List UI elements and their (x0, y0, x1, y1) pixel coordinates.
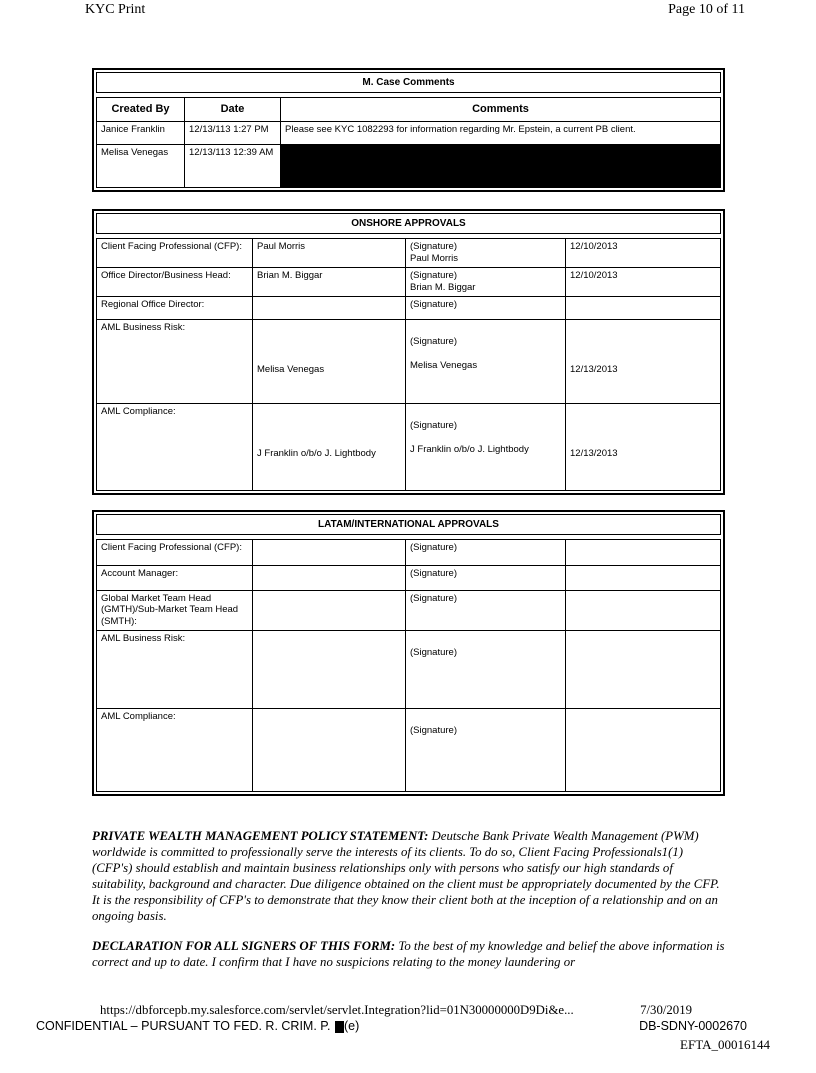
page-header (85, 2, 745, 18)
document-content (92, 68, 725, 970)
approval-row (97, 539, 721, 565)
onshore-approvals-grid (96, 238, 721, 491)
policy-body: Deutsche Bank Private Wealth Management (PWM) worldwide is committed to professionally serve the interests of its clients. To do so, Client Facing Professionals1(1) (CFP's) should establish and maintain business relationships only with persons who satisfy our high standards of suitability, background and character. Due diligence obtained on the client must be appropriately documented by the CFP. It is the responsibility of CFP's to demonstrate that they know their client both at the inception of a relationship and on an ongoing basis. (92, 829, 720, 924)
approval-date (570, 711, 716, 753)
approval-date-cell (566, 239, 721, 268)
signature-cell (406, 631, 566, 709)
role-label-cell: AML Compliance: (97, 403, 253, 490)
approval-date-cell (566, 565, 721, 590)
column-header-created-by: Created By (97, 98, 185, 122)
signature-cell (406, 565, 566, 590)
approver-name-cell (253, 631, 406, 709)
case-comments-table (92, 68, 725, 192)
approval-row (97, 631, 721, 709)
onshore-approvals-title: ONSHORE APPROVALS (96, 213, 721, 234)
approval-date: 12/10/2013 (570, 241, 618, 252)
approver-name: Melisa Venegas (257, 363, 325, 375)
approver-name-cell (253, 709, 406, 792)
approver-name: Paul Morris (257, 241, 306, 252)
approval-date-cell (566, 709, 721, 792)
created-by-cell: Melisa Venegas (97, 145, 185, 188)
signature-cell (406, 539, 566, 565)
approval-date: 12/13/2013 (570, 447, 618, 459)
onshore-approvals-table (92, 209, 725, 495)
approver-name (257, 633, 401, 675)
footer-confidential-line (36, 1019, 747, 1033)
latam-approvals-rows (97, 539, 721, 792)
approver-name: Brian M. Biggar (257, 269, 323, 281)
doc-title: KYC Print (85, 2, 146, 17)
policy-statement (92, 828, 725, 924)
approval-date-cell (566, 590, 721, 631)
approval-date-cell (566, 403, 721, 490)
case-comments-rows (97, 122, 721, 188)
role-label-cell: AML Business Risk: (97, 631, 253, 709)
role-label-cell: Client Facing Professional (CFP): (97, 239, 253, 268)
approver-name-cell (253, 267, 406, 296)
declaration-statement (92, 938, 725, 970)
signature-cell (406, 709, 566, 792)
latam-approvals-title: LATAM/INTERNATIONAL APPROVALS (96, 514, 721, 535)
footer-print-date: 7/30/2019 (640, 1003, 692, 1017)
signature-cell (406, 590, 566, 631)
latam-approvals-table (92, 510, 725, 797)
policy-heading: PRIVATE WEALTH MANAGEMENT POLICY STATEMENT: (92, 829, 429, 844)
signature-label: (Signature) (410, 725, 457, 737)
signature-cell (406, 239, 566, 268)
signature-cell (406, 319, 566, 403)
approver-name (257, 711, 401, 753)
bates-number-efta: EFTA_00016144 (680, 1037, 770, 1052)
role-label-cell: Account Manager: (97, 565, 253, 590)
case-comments-grid (96, 97, 721, 188)
signature-name: Melisa Venegas (410, 360, 478, 372)
column-header-date: Date (185, 98, 281, 122)
role-label-cell: AML Compliance: (97, 709, 253, 792)
bates-number-dbsdny: DB-SDNY-0002670 (639, 1019, 747, 1033)
approver-name-cell (253, 296, 406, 319)
role-label-cell: Client Facing Professional (CFP): (97, 539, 253, 565)
signature-label: (Signature) (410, 269, 457, 281)
created-by-cell: Janice Franklin (97, 122, 185, 145)
approver-name-cell (253, 403, 406, 490)
approver-name-cell (253, 319, 406, 403)
approval-date: 12/10/2013 (570, 269, 618, 281)
signature-label: (Signature) (410, 647, 457, 659)
signature-label: (Signature) (410, 335, 457, 347)
approver-name-cell (253, 565, 406, 590)
signature-label: (Signature) (410, 567, 457, 579)
approval-row (97, 590, 721, 631)
role-label-cell: Global Market Team Head (GMTH)/Sub-Market Team Head (SMTH): (97, 590, 253, 631)
comment-date-cell: 12/13/113 12:39 AM (185, 145, 281, 188)
approval-date-cell (566, 296, 721, 319)
approval-row (97, 267, 721, 296)
role-label-cell: Office Director/Business Head: (97, 267, 253, 296)
signature-name: J Franklin o/b/o J. Lightbody (410, 444, 529, 456)
signature-cell (406, 296, 566, 319)
approval-date-cell (566, 631, 721, 709)
approval-date: 12/13/2013 (570, 363, 618, 375)
redaction-box (335, 1021, 344, 1033)
signature-label: (Signature) (410, 241, 457, 252)
approver-name-cell (253, 539, 406, 565)
confidential-suffix: (e) (343, 1019, 360, 1033)
signature-name: Brian M. Biggar (410, 281, 476, 293)
approval-row (97, 565, 721, 590)
comment-date-cell: 12/13/113 1:27 PM (185, 122, 281, 145)
column-header-row (97, 98, 721, 122)
declaration-heading: DECLARATION FOR ALL SIGNERS OF THIS FORM: (92, 939, 396, 954)
case-comments-title: M. Case Comments (96, 72, 721, 93)
approval-row (97, 296, 721, 319)
onshore-approvals-rows (97, 239, 721, 491)
comment-cell (281, 145, 721, 188)
comment-cell: Please see KYC 1082293 for information regarding Mr. Epstein, a current PB client. (281, 122, 721, 145)
signature-name: Paul Morris (410, 252, 459, 264)
signature-label: (Signature) (410, 541, 457, 553)
confidential-stamp (36, 1019, 359, 1033)
approver-name-cell (253, 590, 406, 631)
approver-name-cell (253, 239, 406, 268)
declaration-body: To the best of my knowledge and belief the above information is correct and up to date. I confirm that I have no suspicions relating to the money laundering or (92, 939, 725, 970)
approval-row (97, 239, 721, 268)
footer-url: https://dbforcepb.my.salesforce.com/servlet/servlet.Integration?lid=01N30000000D9Di&e... (100, 1003, 574, 1017)
approval-date-cell (566, 319, 721, 403)
case-comment-row (97, 145, 721, 188)
approval-row (97, 403, 721, 490)
signature-label: (Signature) (410, 419, 457, 431)
approval-row (97, 319, 721, 403)
column-header-comments: Comments (281, 98, 721, 122)
latam-approvals-grid (96, 539, 721, 793)
approver-name: J Franklin o/b/o J. Lightbody (257, 447, 376, 459)
signature-label: (Signature) (410, 298, 457, 310)
signature-label: (Signature) (410, 592, 457, 604)
approval-date-cell (566, 267, 721, 296)
approval-date (570, 633, 716, 675)
role-label-cell: AML Business Risk: (97, 319, 253, 403)
confidential-text: CONFIDENTIAL – PURSUANT TO FED. R. CRIM. P. (36, 1019, 334, 1033)
case-comment-row (97, 122, 721, 145)
footer-url-line (100, 1003, 692, 1018)
signature-cell (406, 267, 566, 296)
signature-cell (406, 403, 566, 490)
approval-date-cell (566, 539, 721, 565)
page-number: Page 10 of 11 (668, 2, 745, 17)
approval-row (97, 709, 721, 792)
role-label-cell: Regional Office Director: (97, 296, 253, 319)
